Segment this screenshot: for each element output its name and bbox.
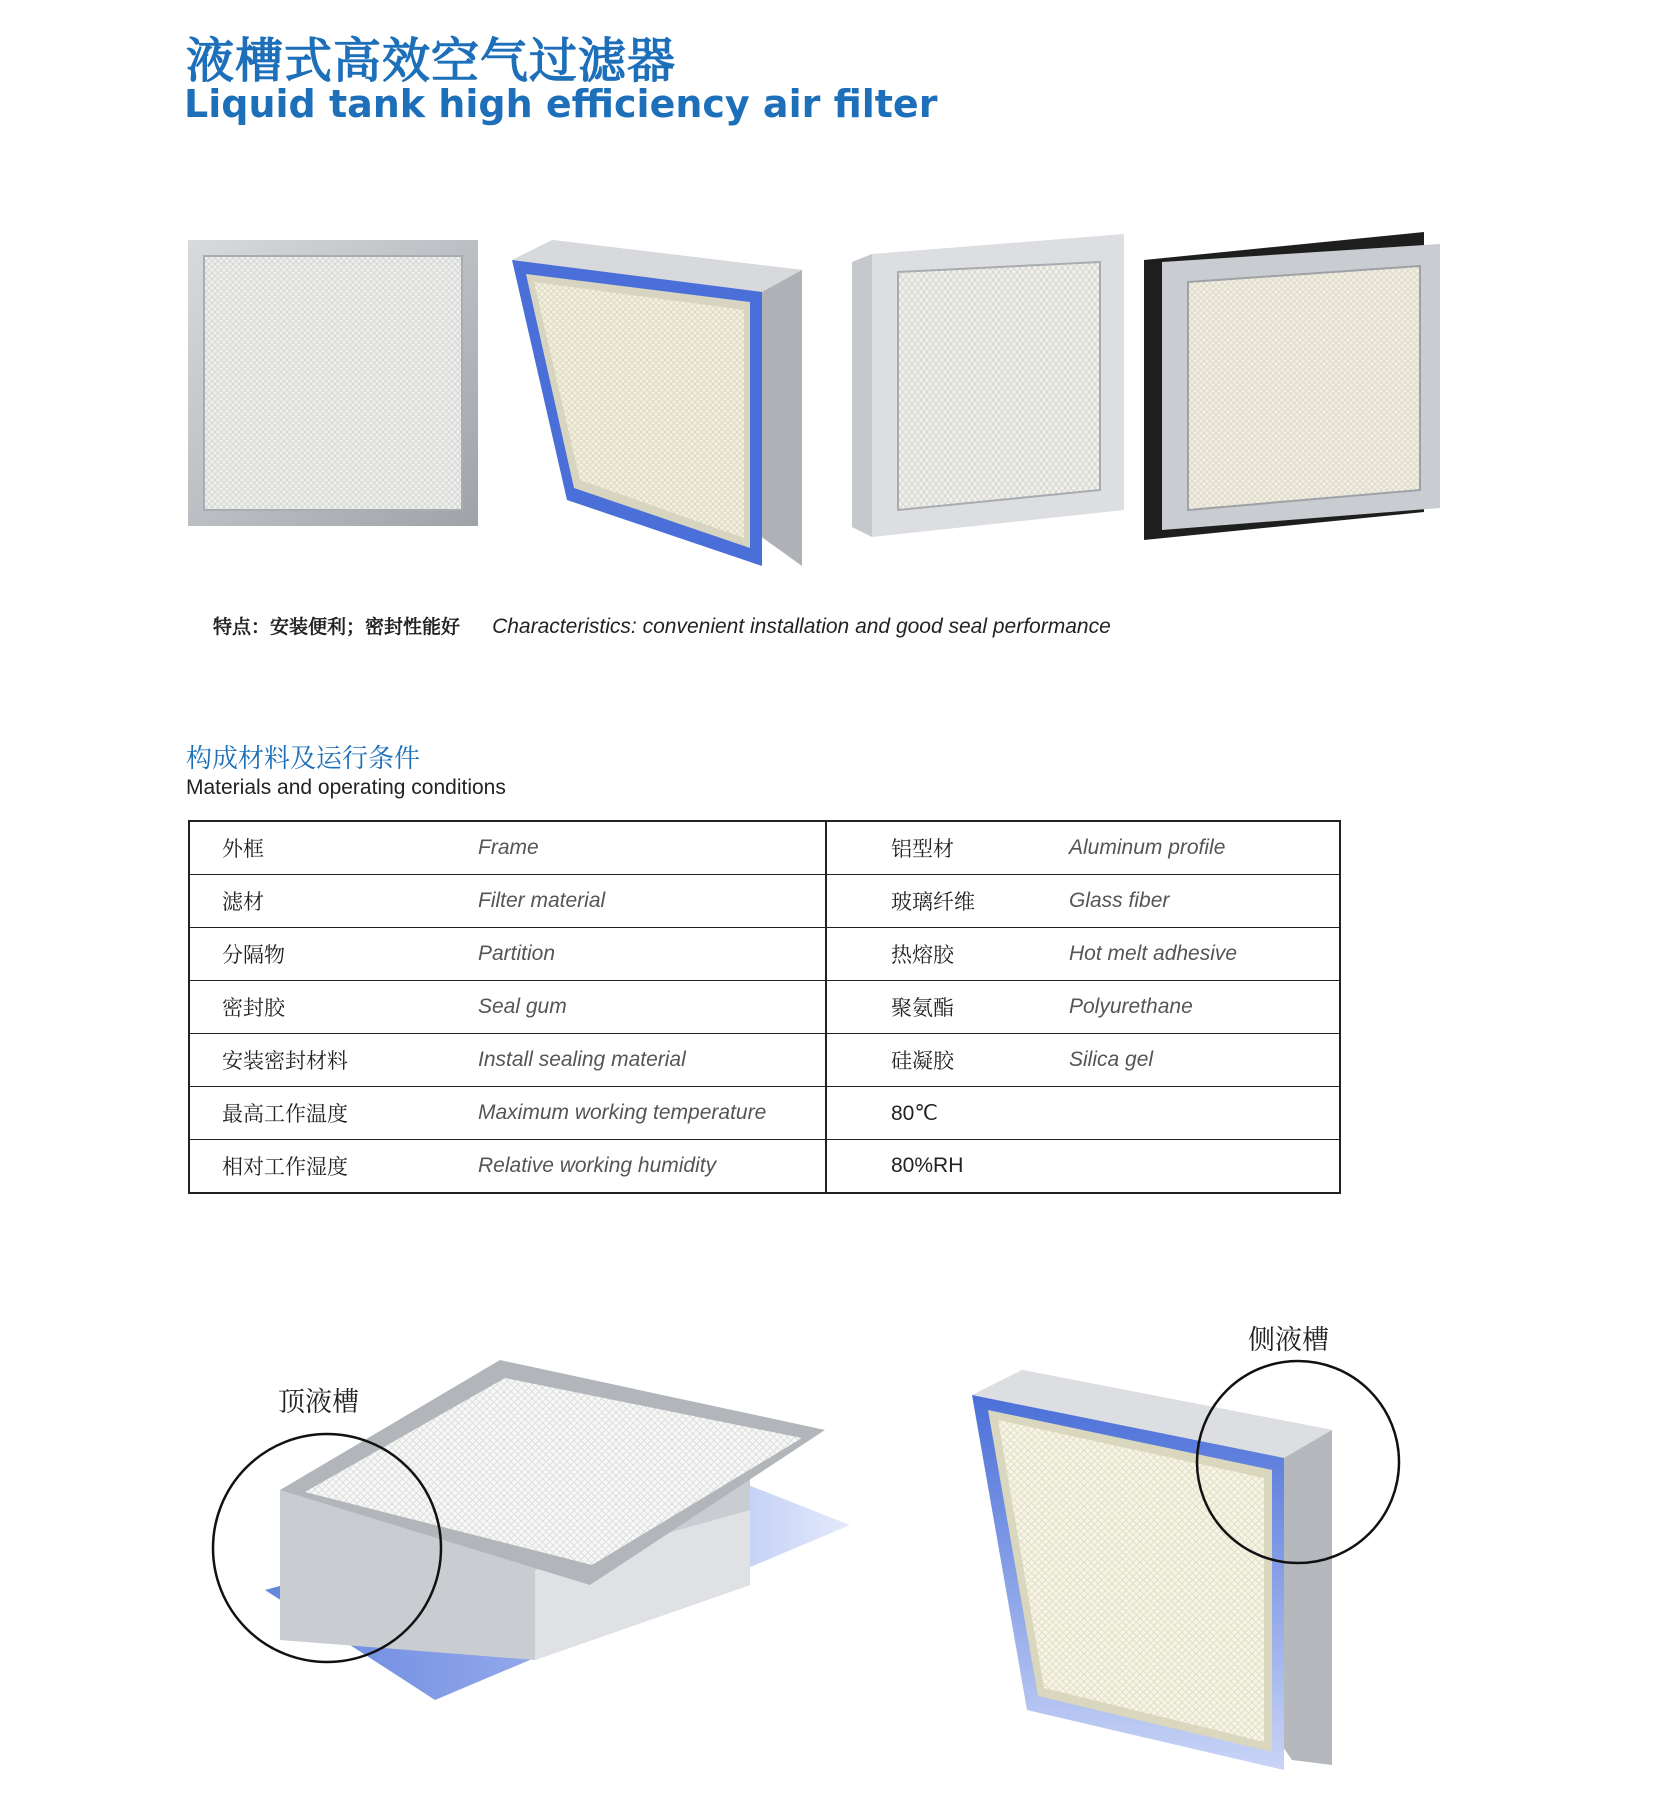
table-row (189, 1034, 1340, 1087)
product-photo-flat-frame (188, 240, 478, 526)
row-value-en: Silica gel (1069, 1034, 1340, 1087)
materials-title-en: Materials and operating conditions (186, 776, 506, 799)
table-row (189, 928, 1340, 981)
side-tank-label: 侧液槽 (1248, 1325, 1329, 1356)
row-name-en: Frame (478, 836, 539, 859)
row-value-cn: 玻璃纤维 (826, 875, 1069, 928)
table-row (189, 1087, 1340, 1140)
product-photo-flanged (852, 232, 1130, 544)
row-value-cn: 硅凝胶 (826, 1034, 1069, 1087)
row-name-en: Install sealing material (478, 1034, 826, 1087)
row-value-cn: 80℃ (826, 1087, 1069, 1140)
row-value-cn: 聚氨酯 (826, 981, 1069, 1034)
table-row (189, 875, 1340, 928)
side-tank-highlight-circle (1194, 1358, 1402, 1566)
page-title-cn: 液槽式高效空气过滤器 (186, 33, 677, 89)
blue-edge-filter-icon (512, 240, 812, 566)
row-value-en (1069, 1140, 1340, 1194)
row-name-cn: 分隔物 (189, 928, 478, 981)
row-name-en: Relative working humidity (478, 1140, 826, 1194)
row-value-en: Polyurethane (1069, 981, 1340, 1034)
row-name-cn: 相对工作湿度 (189, 1140, 478, 1194)
row-name-en: Seal gum (478, 981, 826, 1034)
row-name-cn: 密封胶 (189, 981, 478, 1034)
top-tank-label: 顶液槽 (278, 1387, 359, 1418)
row-name-en: Maximum working temperature (478, 1087, 826, 1140)
row-name-cn: 外框 (222, 837, 264, 861)
row-value-en: Glass fiber (1069, 875, 1340, 928)
black-back-filter-icon (1144, 232, 1442, 540)
features-en: Characteristics: convenient installation and good seal performance (492, 615, 1111, 638)
row-name-en: Partition (478, 928, 826, 981)
row-value-en: Hot melt adhesive (1069, 928, 1340, 981)
flat-frame-filter-icon (188, 240, 478, 526)
materials-title-cn: 构成材料及运行条件 (186, 744, 421, 774)
features-line (213, 612, 1111, 639)
materials-table (188, 820, 1341, 1194)
product-photo-black-back (1144, 232, 1442, 540)
row-value-cn: 热熔胶 (826, 928, 1069, 981)
flanged-filter-icon (852, 232, 1130, 544)
row-name-cn: 安装密封材料 (189, 1034, 478, 1087)
top-tank-highlight-circle (210, 1431, 444, 1665)
row-name-cn: 最高工作温度 (189, 1087, 478, 1140)
row-name-en: Filter material (478, 875, 826, 928)
row-name-cn: 滤材 (189, 875, 478, 928)
table-row (189, 1140, 1340, 1194)
product-photo-blue-edge (512, 240, 812, 566)
row-value-cn: 铝型材 (826, 821, 1069, 875)
row-value-cn: 80%RH (826, 1140, 1069, 1194)
row-value-en: Aluminum profile (1069, 836, 1226, 859)
table-row (189, 981, 1340, 1034)
features-cn: 特点：安装便利；密封性能好 (213, 616, 461, 638)
row-value-en (1069, 1087, 1340, 1140)
page-title-en: Liquid tank high efficiency air filter (184, 82, 938, 126)
table-row (189, 821, 1340, 875)
